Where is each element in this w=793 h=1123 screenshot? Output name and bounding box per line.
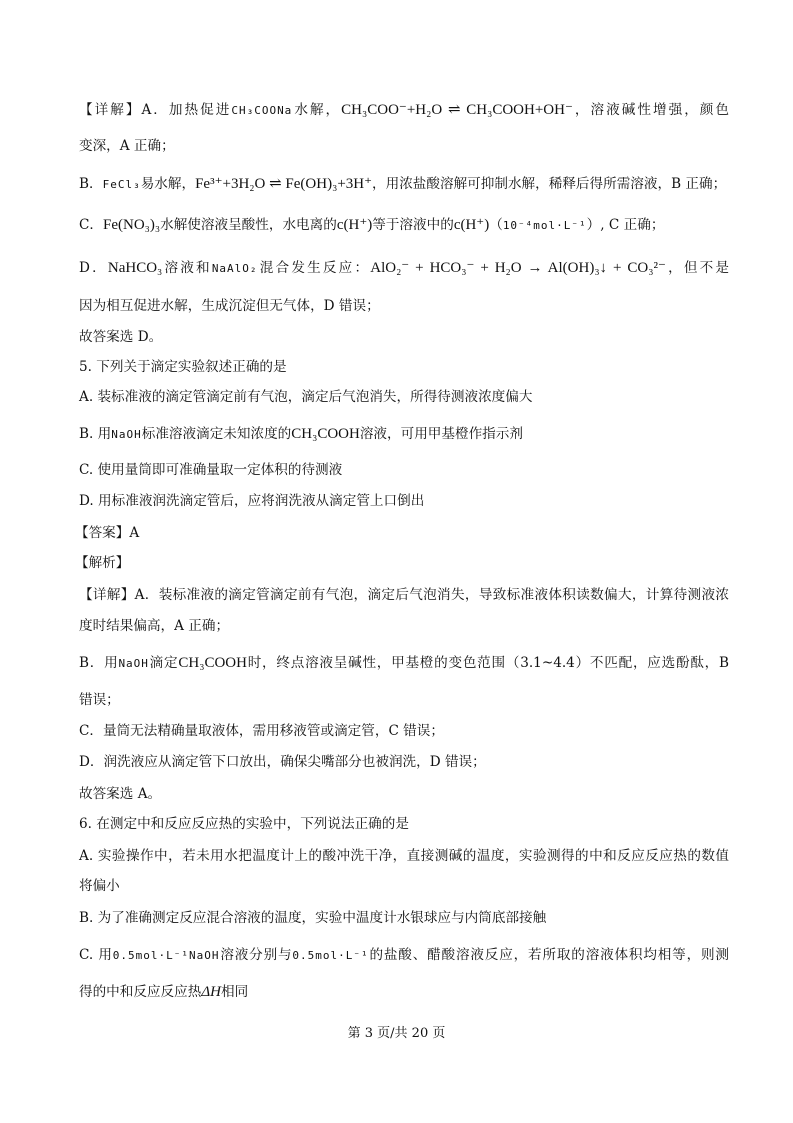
question-6-option-c-line2: 得的中和反应反应热ΔH相同 xyxy=(79,984,249,1000)
answer-summary-5: 故答案选 A。 xyxy=(79,786,162,802)
question-5-option-c: C. 使用量筒即可准确量取一定体积的待测液 xyxy=(79,462,343,478)
explain-4-d-line2: 因为相互促进水解，生成沉淀但无气体，D 错误； xyxy=(79,298,380,314)
explain-5-b-line1: B．用NaOH滴定CH₃COOH时，终点溶液呈碱性，甲基橙的变色范围（3.1~4.4）不匹配，应选酚酞，B xyxy=(79,655,729,671)
explain-4-a-line1: 【详解】A．加热促进CH₃COONa水解，CH₃COO⁻+H₂O ⇌ CH₃COOH+OH⁻，溶液碱性增强，颜色 xyxy=(79,102,730,118)
question-5-option-a: A. 装标准液的滴定管滴定前有气泡，滴定后气泡消失，所得待测液浓度偏大 xyxy=(79,389,533,405)
analysis-label: 【解析】 xyxy=(75,555,130,571)
page-number: 第 3 页/共 20 页 xyxy=(347,1026,446,1041)
question-6-option-b: B. 为了准确测定反应混合溶液的温度，实验中温度计水银球应与内筒底部接触 xyxy=(79,910,547,926)
answer-summary-4: 故答案选 D。 xyxy=(79,329,163,345)
question-6-stem: 6. 在测定中和反应反应热的实验中，下列说法正确的是 xyxy=(79,816,409,832)
question-5-option-d: D. 用标准液润洗滴定管后，应将润洗液从滴定管上口倒出 xyxy=(79,493,425,509)
explain-5-a-line1: 【详解】A．装标准液的滴定管滴定前有气泡，滴定后气泡消失，导致标准液体积读数偏大，计算待测液浓 xyxy=(79,587,729,603)
explain-4-d-line1: D．NaHCO₃溶液和NaAlO₂混合发生反应：AlO₂⁻ + HCO₃⁻ + H₂O → Al(OH)₃↓ + CO₃²⁻，但不是 xyxy=(79,260,730,276)
answer-label: 【答案】A xyxy=(75,525,140,541)
question-6-option-c-line1: C. 用0.5mol·L⁻¹NaOH溶液分别与0.5mol·L⁻¹的盐酸、醋酸溶液反应，若所取的溶液体积均相等，则测 xyxy=(79,947,730,963)
question-6-option-a-line2: 将偏小 xyxy=(79,878,120,894)
explain-5-c: C．量筒无法精确量取液体，需用移液管或滴定管，C 错误； xyxy=(79,723,444,739)
explain-4-a-line2: 变深，A 正确； xyxy=(79,138,175,154)
explain-5-b-line2: 错误； xyxy=(79,692,120,708)
explain-5-d: D．润洗液应从滴定管下口放出，确保尖嘴部分也被润洗，D 错误； xyxy=(79,754,486,770)
explain-4-b: B．FeCl₃易水解，Fe³⁺+3H₂O ⇌ Fe(OH)₃+3H⁺，用浓盐酸溶解可抑制水解，稀释后得所需溶液，B 正确； xyxy=(79,176,727,192)
question-5-option-b: B. 用NaOH标准溶液滴定未知浓度的CH₃COOH溶液，可用甲基橙作指示剂 xyxy=(79,426,523,442)
explain-4-c: C．Fe(NO₃)₃水解使溶液呈酸性，水电离的c(H⁺)等于溶液中的c(H⁺)（10⁻⁴mol·L⁻¹）, C 正确； xyxy=(79,217,665,233)
question-5-stem: 5. 下列关于滴定实验叙述正确的是 xyxy=(79,359,287,375)
explain-5-a-line2: 度时结果偏高，A 正确； xyxy=(79,618,230,634)
question-6-option-a-line1: A. 实验操作中，若未用水把温度计上的酸冲洗干净，直接测碱的温度，实验测得的中和反应反应热的数值 xyxy=(79,848,729,864)
